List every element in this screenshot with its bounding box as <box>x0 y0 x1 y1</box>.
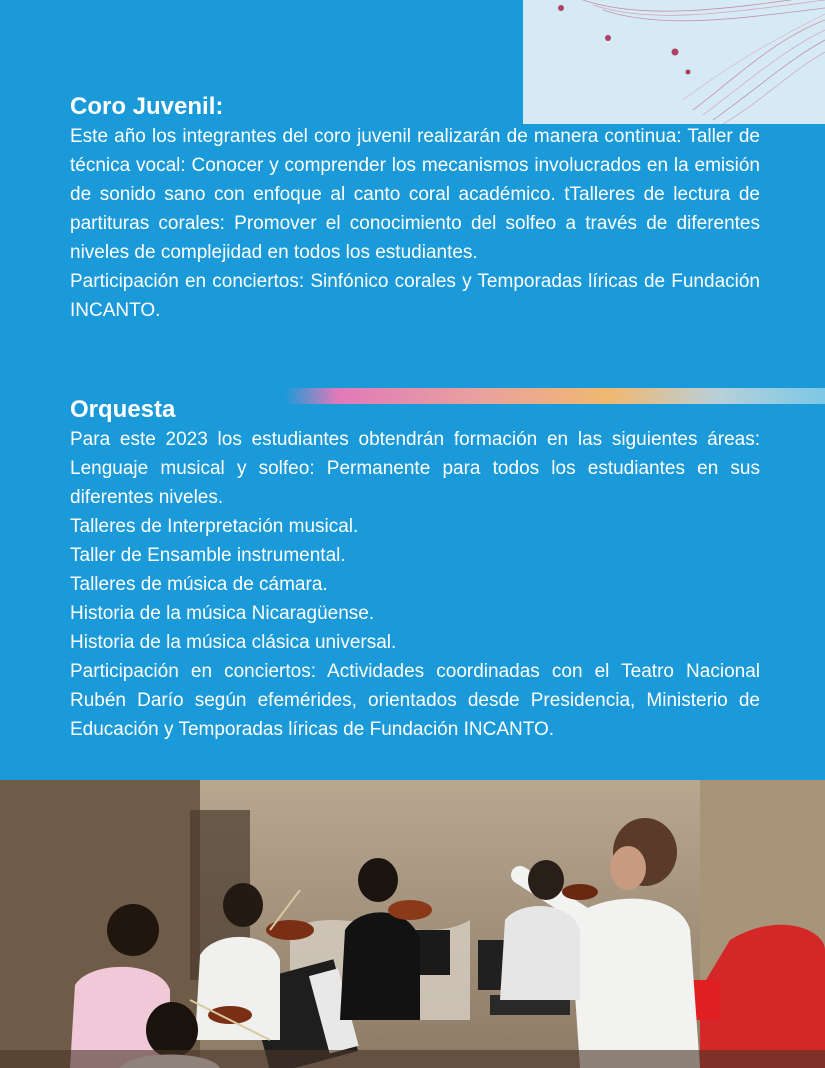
orquesta-paragraph: Historia de la música Nicaragüense. <box>70 603 375 624</box>
coro-paragraph: Este año los integrantes del coro juvenil realizarán de manera continua: Taller de técnica vocal: Conocer y comprender los mecanismos involucrados en la emisión de sonido sano con enfoque al canto coral académico. tTalleres de lectura de partituras corales: Promover el conocimiento del solfeo a través de diferentes niveles de complejidad en todos los estudiantes. <box>70 126 760 263</box>
orchestra-rehearsal-photo <box>0 780 825 1068</box>
orquesta-section <box>70 395 760 744</box>
orquesta-paragraph: Talleres de Interpretación musical. <box>70 516 359 537</box>
coro-paragraph: Participación en conciertos: Sinfónico corales y Temporadas líricas de Fundación INCANTO. <box>70 271 760 321</box>
orquesta-paragraph: Historia de la música clásica universal. <box>70 632 397 653</box>
coro-juvenil-section <box>70 92 760 325</box>
orquesta-paragraph: Talleres de música de cámara. <box>70 574 328 595</box>
orquesta-heading: Orquesta <box>70 396 176 423</box>
orquesta-paragraph: Para este 2023 los estudiantes obtendrán formación en las siguientes áreas: Lenguaje musical y solfeo: Permanente para todos los estudiantes en sus diferentes niveles. <box>70 429 760 508</box>
orquesta-paragraph: Participación en conciertos: Actividades coordinadas con el Teatro Nacional Rubén Darío según efemérides, orientados desde Presidencia, Ministerio de Educación y Temporadas líricas de Fundación INCANTO. <box>70 661 760 740</box>
orquesta-paragraph: Taller de Ensamble instrumental. <box>70 545 346 566</box>
coro-heading: Coro Juvenil: <box>70 93 224 120</box>
